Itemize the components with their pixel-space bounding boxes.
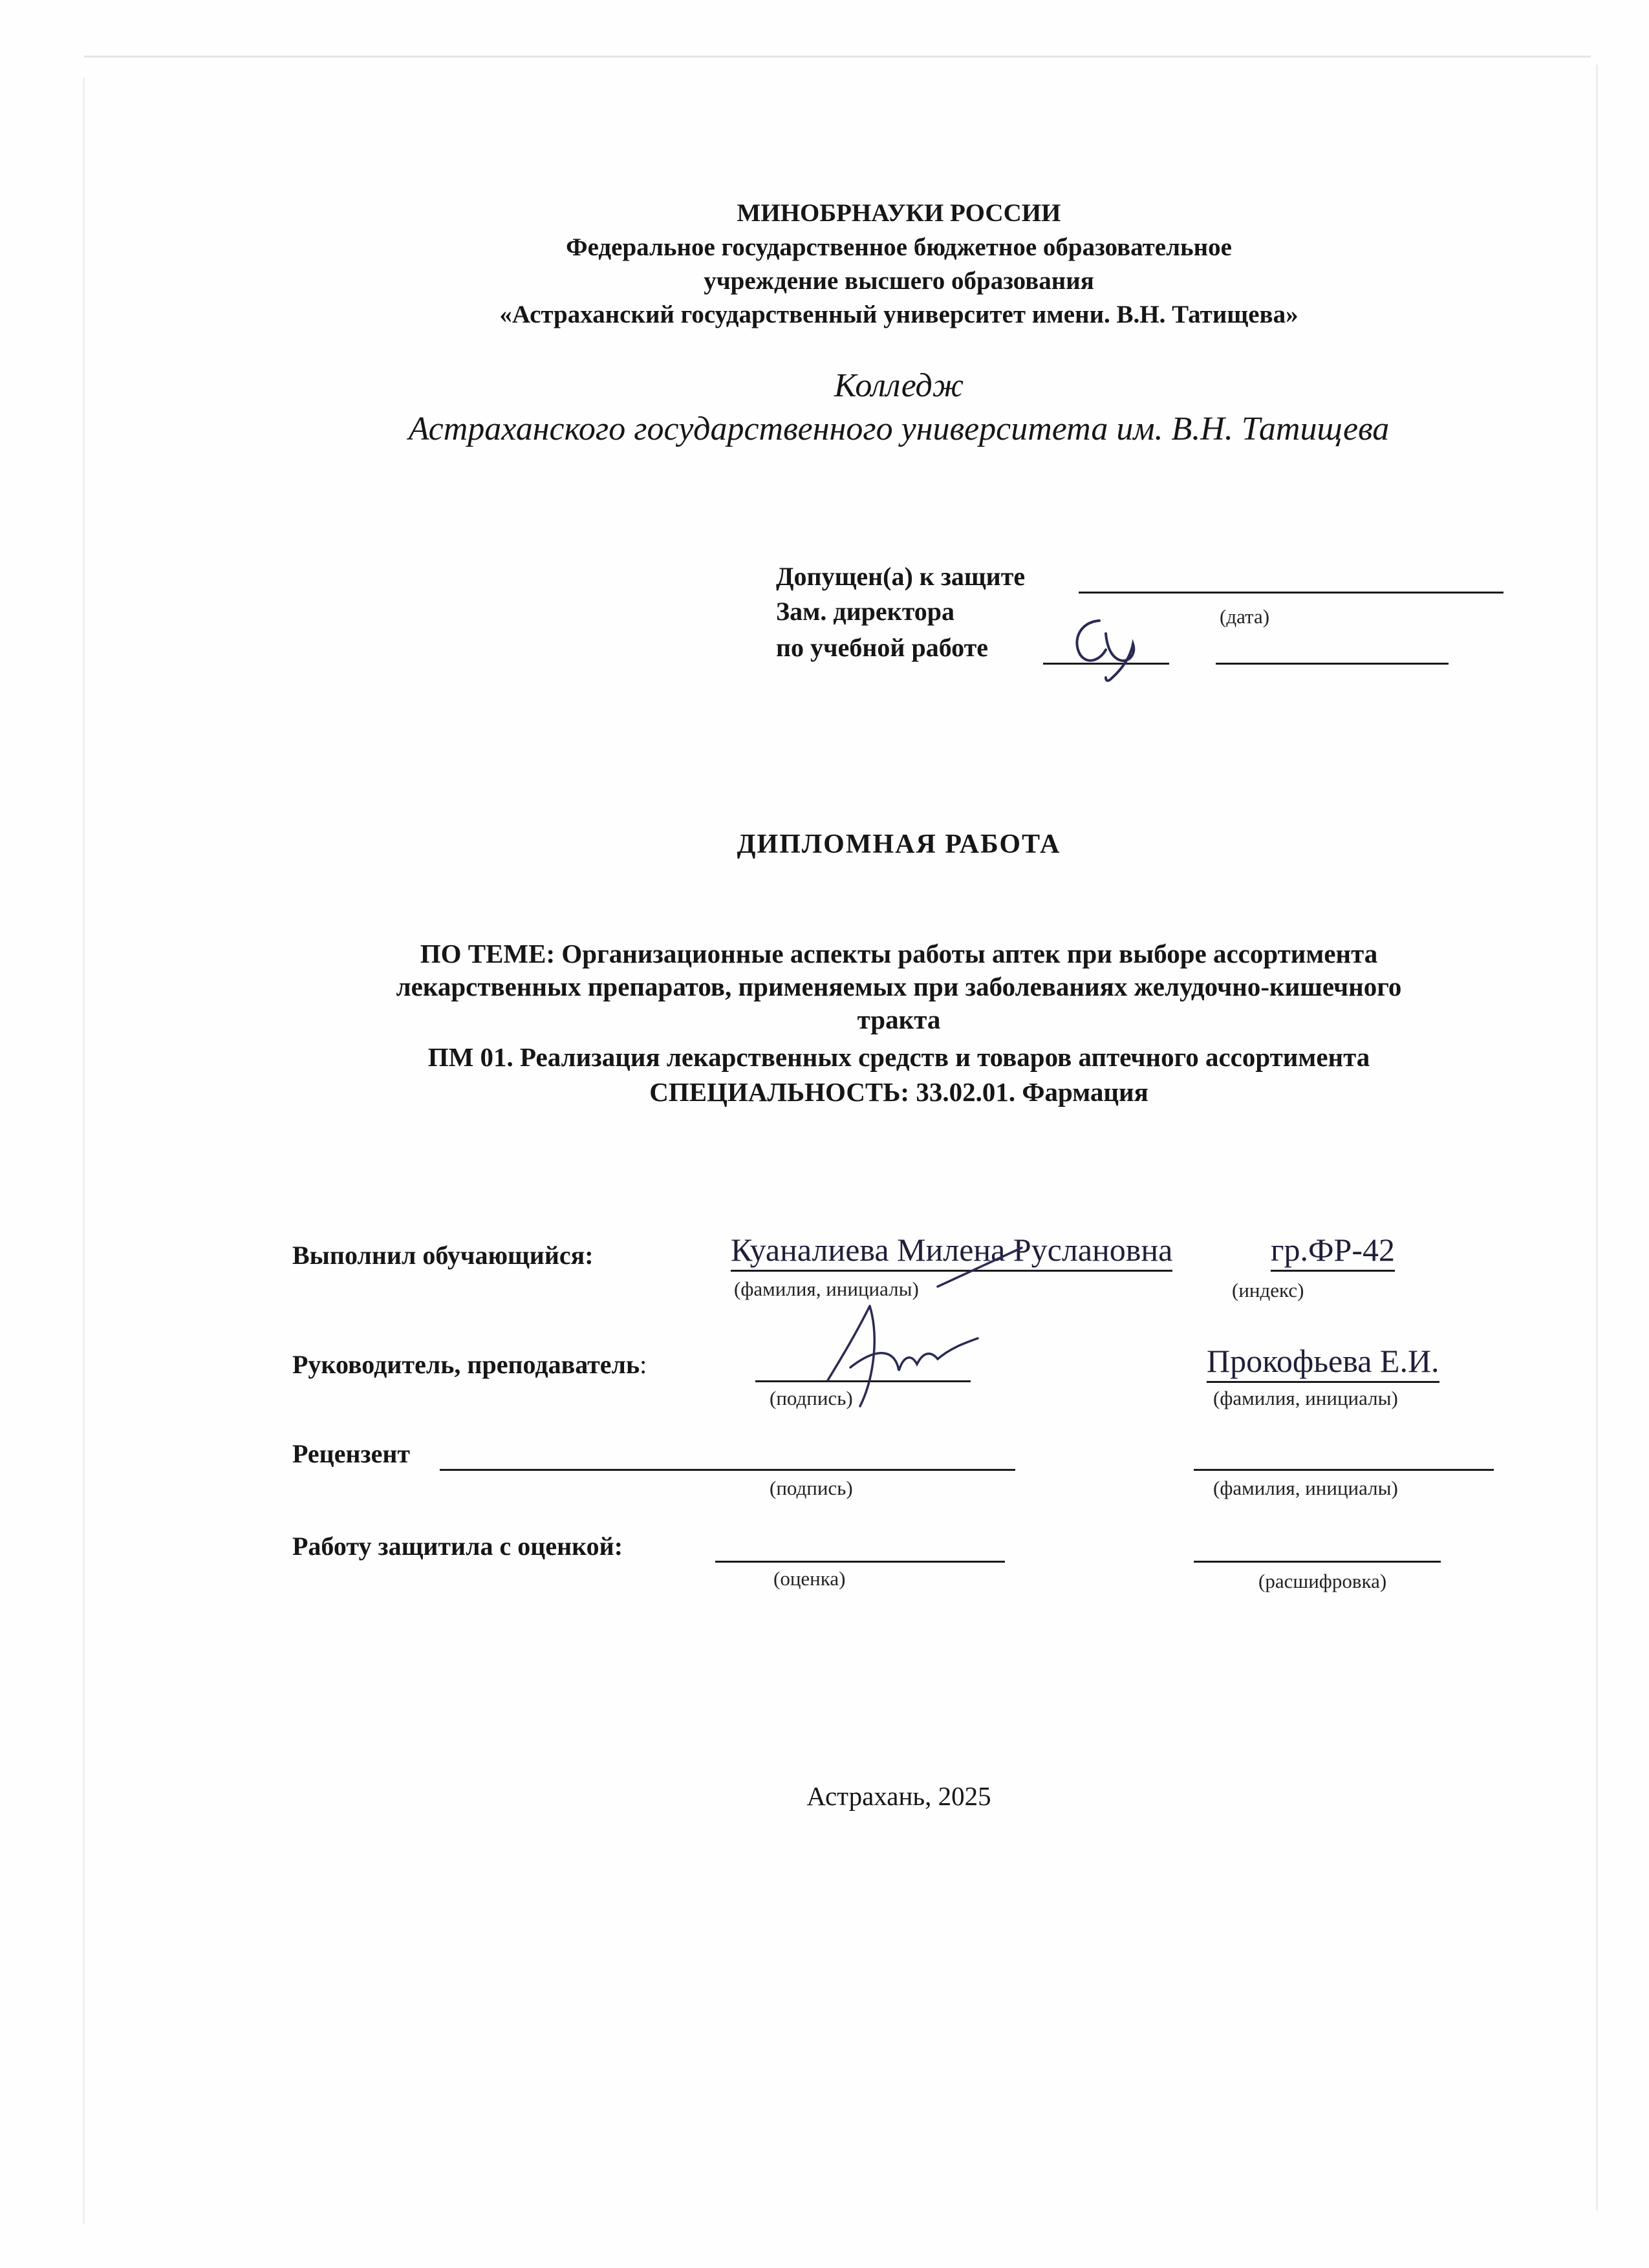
student-group: гр.ФР-42 [1271,1231,1395,1272]
academic-work-label: по учебной работе [776,633,989,662]
grade-decode-line [1194,1561,1441,1563]
date-hint: (дата) [1220,605,1270,628]
specialty-line: СПЕЦИАЛЬНОСТЬ: 33.02.01. Фармация [649,1077,1148,1107]
topic-line-3: тракта [857,1005,941,1034]
deputy-signature-mark [1061,614,1158,685]
grade-line [715,1561,1005,1563]
city-year: Астрахань, 2025 [806,1781,991,1811]
defense-label: Работу защитила с оценкой: [292,1532,623,1561]
supervisor-name-hint: (фамилия, инициалы) [1213,1387,1398,1409]
institution-level-line: учреждение высшего образования [704,267,1094,295]
supervisor-sign-hint: (подпись) [770,1387,853,1409]
work-title: ДИПЛОМНАЯ РАБОТА [737,829,1061,859]
topic-line-2: лекарственных препаратов, применяемых при заболеваниях желудочно-кишечного [396,972,1402,1001]
university-name-line: «Астраханский государственный университет имени. В.Н. Татищева» [499,301,1299,328]
college-line-1: Колледж [834,367,964,404]
deputy-date-line [1216,663,1449,665]
reviewer-name-line [1194,1469,1494,1471]
student-name-hint: (фамилия, инициалы) [734,1278,919,1300]
grade-decode-hint: (расшифровка) [1258,1570,1387,1592]
ministry-line: МИНОБРНАУКИ РОССИИ [737,199,1061,227]
reviewer-sign-hint: (подпись) [770,1477,853,1499]
admission-date-line [1079,592,1503,594]
grade-hint: (оценка) [773,1567,846,1590]
reviewer-signature-line [440,1469,1015,1471]
student-group-hint: (индекс) [1232,1279,1304,1301]
supervisor-name: Прокофьева Е.И. [1207,1342,1439,1383]
scan-edge-top [84,56,1591,58]
reviewer-name-hint: (фамилия, инициалы) [1213,1477,1398,1499]
supervisor-label-colon: : [640,1350,647,1379]
topic-line-1: ПО ТЕМЕ: Организационные аспекты работы аптек при выборе ассортимента [420,939,1378,968]
deputy-director-label: Зам. директора [776,597,955,626]
student-label: Выполнил обучающийся: [292,1241,594,1270]
institution-type-line: Федеральное государственное бюджетное образовательное [566,233,1232,261]
admitted-label: Допущен(а) к защите [776,562,1026,591]
student-name: Куаналиева Милена Руслановна [731,1231,1172,1272]
supervisor-signature-mark [808,1267,1035,1416]
supervisor-label-text: Руководитель, преподаватель [292,1350,640,1379]
supervisor-label [292,1349,647,1380]
college-line-2: Астраханского государственного университета им. В.Н. Татищева [408,411,1390,447]
reviewer-label: Рецензент [292,1439,411,1468]
module-line: ПМ 01. Реализация лекарственных средств и товаров аптечного ассортимента [427,1042,1370,1072]
